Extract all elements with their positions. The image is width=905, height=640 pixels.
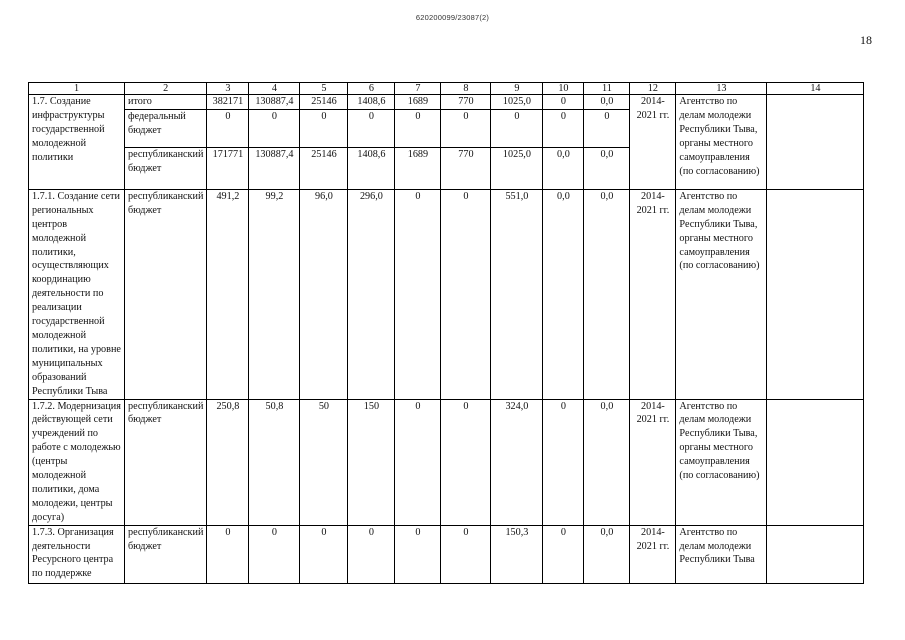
document-code: 620200099/23087(2): [415, 13, 490, 22]
value-cell: 0: [441, 189, 491, 399]
period-cell: 2014-2021 гг.: [630, 95, 676, 190]
value-cell: 0: [395, 399, 441, 525]
measure-name: 1.7.3. Организация деятельности Ресурсного центра по поддержке: [29, 525, 125, 583]
value-cell: 0,0: [584, 95, 630, 110]
value-cell: 1689: [395, 95, 441, 110]
value-cell: 99,2: [249, 189, 300, 399]
value-cell: 0: [441, 525, 491, 583]
value-cell: 0: [249, 525, 300, 583]
value-cell: 0: [348, 109, 395, 147]
value-cell: 0,0: [584, 189, 630, 399]
value-cell: 0: [584, 109, 630, 147]
value-cell: 1025,0: [491, 147, 543, 189]
value-cell: 1025,0: [491, 95, 543, 110]
header-cell: 14: [767, 83, 864, 95]
funding-source: республиканский бюджет: [125, 189, 207, 399]
value-cell: 0,0: [543, 147, 584, 189]
executor-cell: Агентство по делам молодежи Республики Тыва: [676, 525, 767, 583]
value-cell: 96,0: [300, 189, 348, 399]
header-cell: 11: [584, 83, 630, 95]
value-cell: 770: [441, 95, 491, 110]
value-cell: 491,2: [207, 189, 249, 399]
empty-cell: [767, 399, 864, 525]
measure-name: 1.7.1. Создание сети региональных центров молодежной политики, осуществляющих координацию деятельности по реализации государственной молодежной политики, на уровне муниципальных образований Республики Тыва: [29, 189, 125, 399]
empty-cell: [767, 525, 864, 583]
value-cell: 0: [491, 109, 543, 147]
table-header-row: [29, 83, 864, 95]
header-cell: 10: [543, 83, 584, 95]
funding-source: республиканский бюджет: [125, 147, 207, 189]
value-cell: 0: [207, 109, 249, 147]
value-cell: 25146: [300, 147, 348, 189]
funding-source: федеральный бюджет: [125, 109, 207, 147]
value-cell: 1408,6: [348, 147, 395, 189]
table-row: [29, 525, 864, 583]
empty-cell: [767, 189, 864, 399]
value-cell: 0: [441, 109, 491, 147]
table-row: [29, 399, 864, 525]
value-cell: 0: [395, 525, 441, 583]
value-cell: 0: [441, 399, 491, 525]
value-cell: 324,0: [491, 399, 543, 525]
value-cell: 0,0: [584, 147, 630, 189]
value-cell: 1408,6: [348, 95, 395, 110]
value-cell: 50: [300, 399, 348, 525]
executor-cell: Агентство по делам молодежи Республики Тыва, органы местного самоуправления (по согласованию): [676, 189, 767, 399]
period-cell: 2014-2021 гг.: [630, 399, 676, 525]
value-cell: 770: [441, 147, 491, 189]
value-cell: 0: [300, 109, 348, 147]
measure-name: 1.7.2. Модернизация действующей сети учреждений по работе с молодежью (центры молодежной политики, дома молодежи, центры досуга): [29, 399, 125, 525]
empty-cell: [767, 95, 864, 190]
executor-cell: Агентство по делам молодежи Республики Тыва, органы местного самоуправления (по согласованию): [676, 95, 767, 190]
header-cell: 1: [29, 83, 125, 95]
funding-source: республиканский бюджет: [125, 525, 207, 583]
header-cell: 2: [125, 83, 207, 95]
header-cell: 4: [249, 83, 300, 95]
page-number: 18: [860, 33, 872, 47]
value-cell: 130887,4: [249, 147, 300, 189]
value-cell: 0,0: [584, 399, 630, 525]
value-cell: 0: [348, 525, 395, 583]
value-cell: 130887,4: [249, 95, 300, 110]
header-cell: 8: [441, 83, 491, 95]
value-cell: 0,0: [543, 189, 584, 399]
header-cell: 5: [300, 83, 348, 95]
value-cell: 150,3: [491, 525, 543, 583]
budget-table: [28, 82, 864, 584]
value-cell: 296,0: [348, 189, 395, 399]
value-cell: 0: [395, 189, 441, 399]
period-cell: 2014-2021 гг.: [630, 189, 676, 399]
funding-source: республиканский бюджет: [125, 399, 207, 525]
value-cell: 25146: [300, 95, 348, 110]
table-row: [29, 189, 864, 399]
value-cell: 250,8: [207, 399, 249, 525]
value-cell: 0: [395, 109, 441, 147]
value-cell: 150: [348, 399, 395, 525]
value-cell: 0: [543, 525, 584, 583]
funding-source: итого: [125, 95, 207, 110]
value-cell: 0: [207, 525, 249, 583]
header-cell: 13: [676, 83, 767, 95]
header-cell: 7: [395, 83, 441, 95]
value-cell: 551,0: [491, 189, 543, 399]
value-cell: 0,0: [584, 525, 630, 583]
value-cell: 0: [543, 95, 584, 110]
value-cell: 0: [543, 399, 584, 525]
header-cell: 9: [491, 83, 543, 95]
value-cell: 0: [300, 525, 348, 583]
value-cell: 50,8: [249, 399, 300, 525]
period-cell: 2014-2021 гг.: [630, 525, 676, 583]
value-cell: 171771: [207, 147, 249, 189]
value-cell: 1689: [395, 147, 441, 189]
header-cell: 3: [207, 83, 249, 95]
executor-cell: Агентство по делам молодежи Республики Тыва, органы местного самоуправления (по согласованию): [676, 399, 767, 525]
measure-name: 1.7. Создание инфраструктуры государственной молодежной политики: [29, 95, 125, 190]
value-cell: 382171: [207, 95, 249, 110]
value-cell: 0: [543, 109, 584, 147]
table-row: [29, 95, 864, 110]
value-cell: 0: [249, 109, 300, 147]
header-cell: 6: [348, 83, 395, 95]
header-cell: 12: [630, 83, 676, 95]
